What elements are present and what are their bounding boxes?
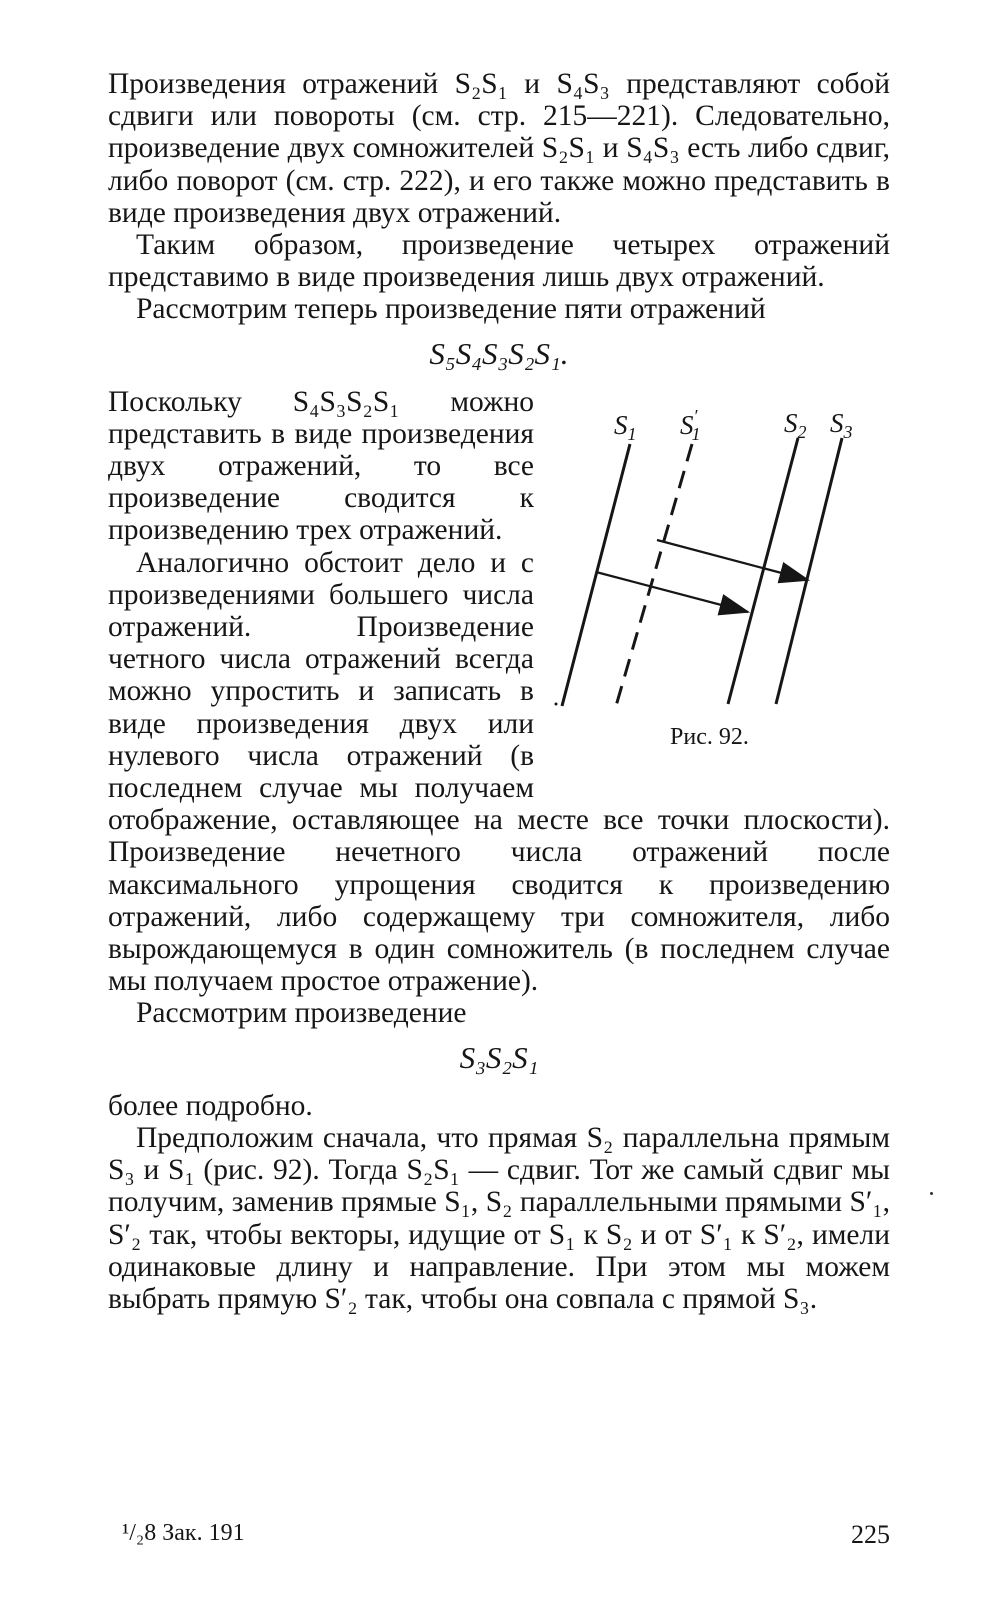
label-s1-prime: S′ 1: [680, 405, 701, 444]
paragraph-consider: Рассмотрим произведение: [136, 997, 467, 1030]
line-s2: [728, 438, 798, 704]
formula-three-reflections: S₃S₂S₁: [459, 1039, 539, 1075]
footer-signature: ¹/₂8 Зак. 191: [122, 1520, 245, 1546]
line-s1: [562, 444, 630, 706]
label-s2: $S_2$: [784, 407, 807, 442]
paragraph-detail: более подробно.: [108, 1089, 313, 1122]
figure-92: [552, 386, 890, 770]
label-s1: $S_1$: [614, 409, 637, 444]
paragraph-after-formula: Поскольку S₄S₃S₂S₁ можно представить в виде произведения двух отражений, то все произведение сводится к произведению трех отражений.: [108, 385, 534, 547]
page-body: [108, 68, 890, 1315]
arrow-s1-to-s2: [596, 572, 748, 612]
page-number: 225: [851, 1520, 890, 1549]
paragraph-2: Таким образом, произведение четырех отражений представимо в виде произведения лишь двух отражений.: [108, 229, 890, 294]
formula-five-reflections: S₅S₄S₃S₂S₁.: [429, 335, 569, 371]
figure-caption: Рис. 92.: [670, 723, 749, 750]
arrow-s1prime-to-s2prime: [657, 540, 808, 580]
paragraph-3: Рассмотрим теперь произведение пяти отражений: [136, 293, 766, 326]
line-s3: [776, 438, 842, 704]
page-footer: [122, 1520, 890, 1556]
line-s1-prime: [616, 444, 692, 706]
paragraph-analogy: Аналогично обстоит дело и с произведениями большего числа отражений. Произведение четного числа отражений всегда можно упростить и записать в виде произведения двух или нулевого числа отражений (в последнем случае мы получаем отображение, оставляющее на месте все точки плоскости). Произведение нечетного числа отражений после максимального упрощения сводится к произведению отражений, либо содержащему три сомножителя, либо вырождающемуся в один сомножитель (в последнем случае мы получаем простое отражение).: [108, 546, 890, 998]
stray-mark: [930, 1192, 933, 1195]
label-s3: $S_3$: [830, 407, 853, 442]
paragraph-1: Произведения отражений S₂S₁ и S₄S₃ представляют собой сдвиги или повороты (см. стр. 215—221). Следовательно, произведение двух сомножителей S₂S₁ и S₄S₃ есть либо сдвиг, либо поворот (см. стр. 222), и его также можно представить в виде произведения двух отражений.: [108, 68, 890, 229]
paragraph-last: Предположим сначала, что прямая S₂ параллельна прямым S₃ и S₁ (рис. 92). Тогда S₂S₁ — сдвиг. Тот же самый сдвиг мы получим, заменив прямые S₁, S₂ параллельными прямыми S′₁, S′₂ так, чтобы векторы, идущие от S₁ к S₂ и от S′₁ к S′₂, имели одинаковые длину и направление. При этом мы можем выбрать прямую S′₂ так, чтобы она совпала с прямой S₃.: [108, 1121, 890, 1315]
figure-92-diagram: [552, 386, 890, 770]
